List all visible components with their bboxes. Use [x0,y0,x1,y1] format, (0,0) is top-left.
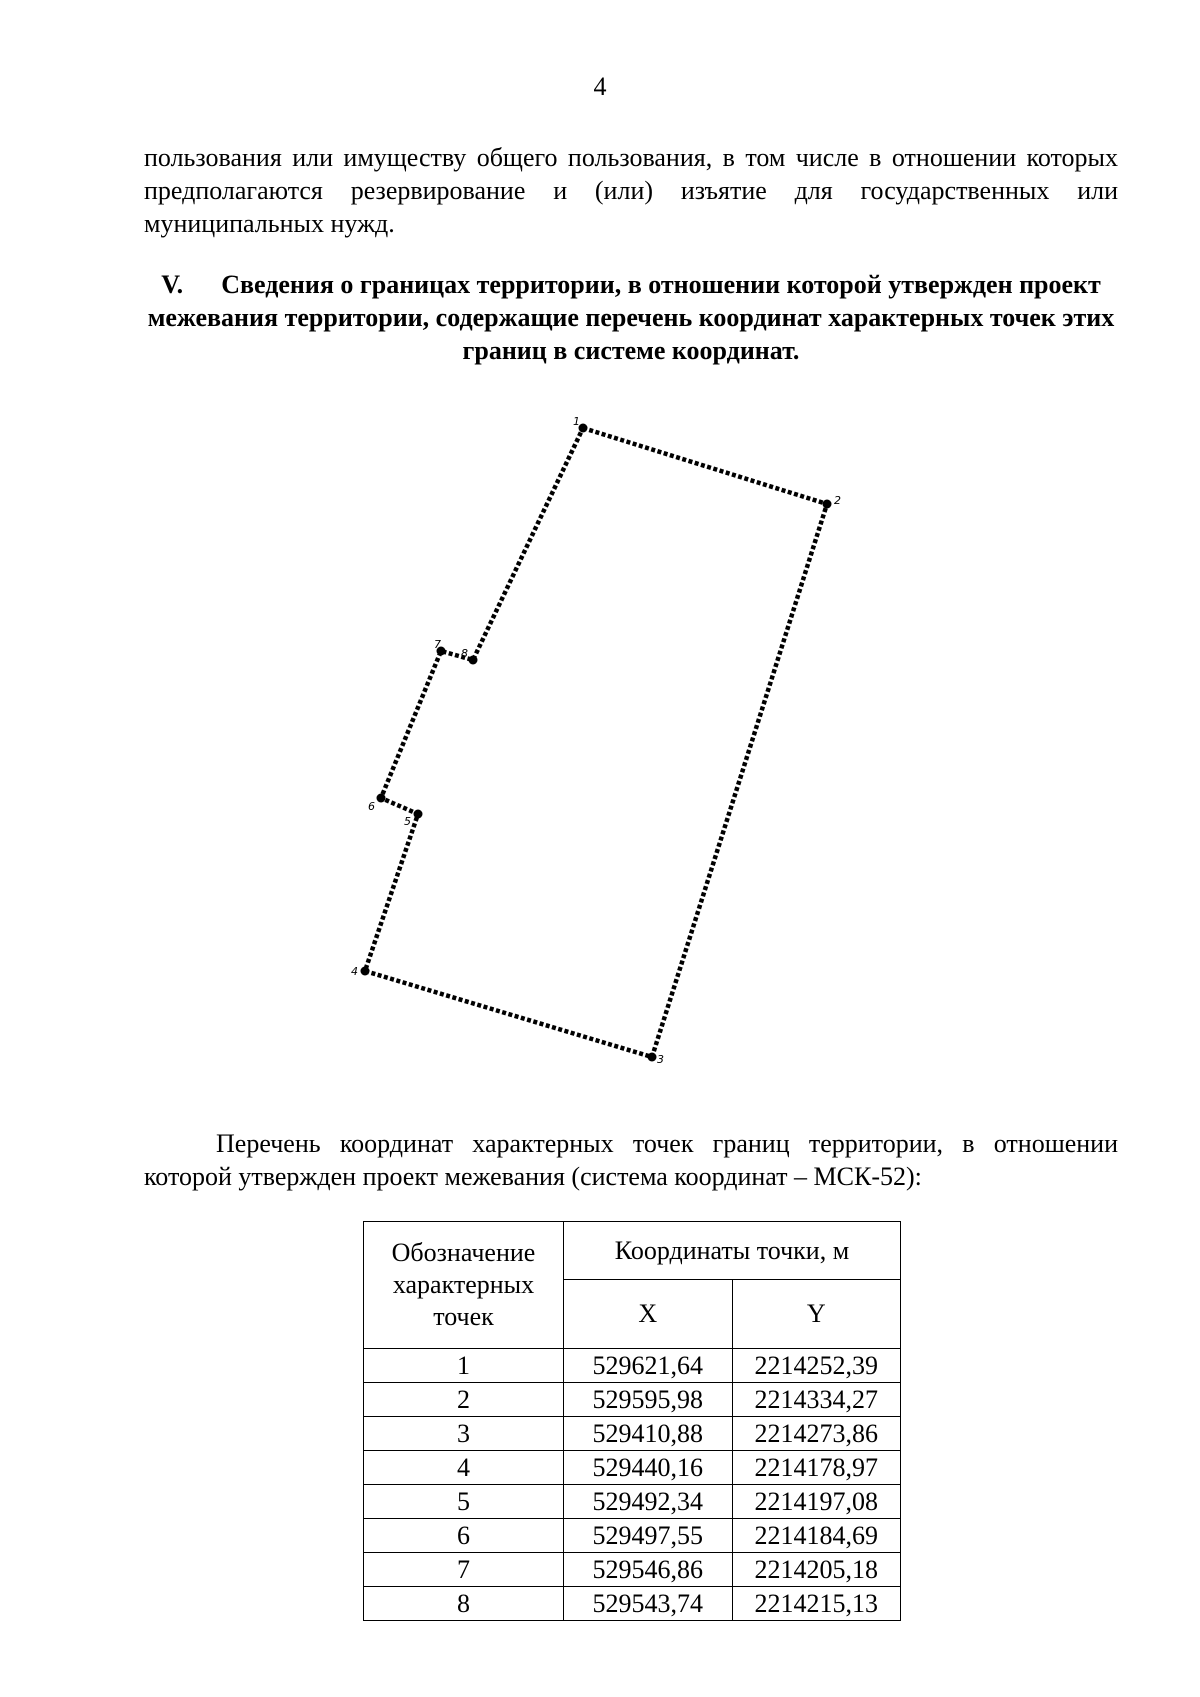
header-y: Y [732,1280,901,1349]
table-row [364,1349,901,1383]
point-label-7: 7 [434,638,441,651]
header-x: X [564,1280,733,1349]
section-number: V. [161,270,184,299]
x-cell: 529595,98 [564,1383,733,1417]
point-cell: 3 [364,1417,564,1451]
boundary-polygon [365,428,827,1057]
boundary-point-8 [469,656,478,665]
boundary-point-5 [414,810,423,819]
point-label-4: 4 [351,965,358,978]
point-label-6: 6 [368,800,375,813]
x-cell: 529621,64 [564,1349,733,1383]
table-row [364,1587,901,1621]
table-row [364,1451,901,1485]
x-cell: 529492,34 [564,1485,733,1519]
coordinates-table [363,1221,901,1621]
point-cell: 5 [364,1485,564,1519]
table-row [364,1553,901,1587]
point-cell: 2 [364,1383,564,1417]
boundary-points [361,424,832,1062]
table-row [364,1417,901,1451]
boundary-plan [351,400,920,1120]
point-cell: 4 [364,1451,564,1485]
y-cell: 2214178,97 [732,1451,901,1485]
point-cell: 8 [364,1587,564,1621]
boundary-point-3 [648,1053,657,1062]
x-cell: 529410,88 [564,1417,733,1451]
table-row [364,1383,901,1417]
y-cell: 2214205,18 [732,1553,901,1587]
point-cell: 6 [364,1519,564,1553]
intro-paragraph: пользования или имуществу общего пользования, в том числе в отношении которых предполагаются резервирование и (или) изъятие для государственных или муниципальных нужд. [144,143,1118,238]
point-cell: 1 [364,1349,564,1383]
point-label-1: 1 [573,415,580,428]
point-label-2: 2 [834,494,841,507]
boundary-point-2 [823,500,832,509]
y-cell: 2214197,08 [732,1485,901,1519]
table-row [364,1519,901,1553]
y-cell: 2214334,27 [732,1383,901,1417]
table-row [364,1485,901,1519]
y-cell: 2214184,69 [732,1519,901,1553]
y-cell: 2214273,86 [732,1417,901,1451]
section-heading [144,268,1118,367]
y-cell: 2214215,13 [732,1587,901,1621]
point-label-3: 3 [657,1053,664,1066]
point-label-5: 5 [404,815,411,828]
x-cell: 529546,86 [564,1553,733,1587]
point-cell: 7 [364,1553,564,1587]
x-cell: 529543,74 [564,1587,733,1621]
section-title: Сведения о границах территории, в отношении которой утвержден проект межевания территории, содержащие перечень координат характерных точек этих границ в системе координат. [147,270,1115,365]
boundary-point-6 [377,794,386,803]
point-label-8: 8 [461,647,468,660]
boundary-point-4 [361,967,370,976]
x-cell: 529497,55 [564,1519,733,1553]
header-designation: Обозначение характерных точек [364,1222,564,1349]
header-coordinates: Координаты точки, м [564,1222,901,1280]
y-cell: 2214252,39 [732,1349,901,1383]
x-cell: 529440,16 [564,1451,733,1485]
page-number: 4 [593,72,607,101]
list-caption: Перечень координат характерных точек границ территории, в отношении которой утвержден проект межевания (система координат – МСК-52): [144,1129,1118,1191]
